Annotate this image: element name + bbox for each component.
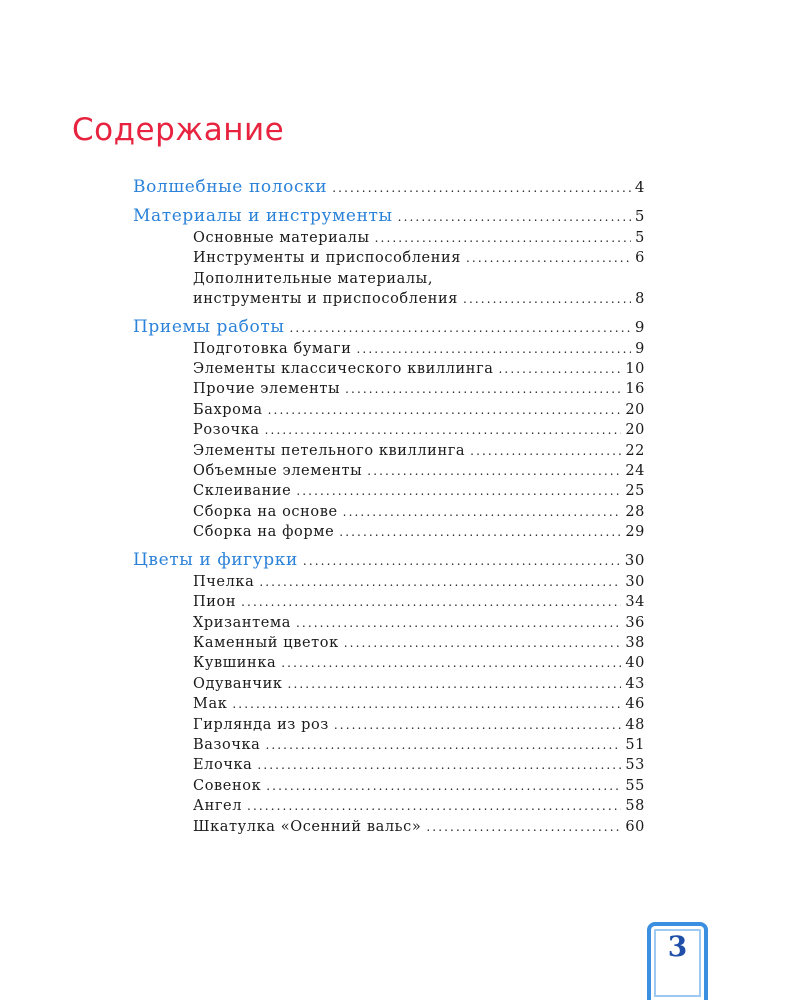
toc-entry-page: 55 xyxy=(625,777,645,794)
toc-entry xyxy=(133,674,645,694)
toc-entry xyxy=(133,694,645,714)
dot-leader xyxy=(265,420,622,440)
toc-entry-label: Приемы работы xyxy=(133,316,285,337)
toc-entry-page: 5 xyxy=(634,207,645,225)
dot-leader xyxy=(344,633,622,653)
dot-leader xyxy=(367,461,621,481)
toc-entry xyxy=(133,359,645,379)
toc-entry-page: 16 xyxy=(625,381,645,398)
toc-entry-page: 9 xyxy=(634,317,645,336)
toc-entry-page: 34 xyxy=(625,594,645,611)
toc-entry-label: Основные материалы xyxy=(193,230,370,246)
toc-entry-label: Пион xyxy=(193,594,237,611)
toc-entry xyxy=(133,522,645,542)
toc-entry-label: Ангел xyxy=(193,798,243,815)
toc-entry xyxy=(133,735,645,755)
dot-leader xyxy=(232,694,621,714)
toc-entry xyxy=(133,715,645,735)
toc-entry-label: Сборка на форме xyxy=(193,524,335,541)
toc-section xyxy=(133,549,645,572)
dot-leader xyxy=(375,228,632,248)
toc-entry xyxy=(133,633,645,653)
toc-entry-page: 20 xyxy=(625,401,645,418)
toc-entry xyxy=(133,481,645,501)
dot-leader xyxy=(259,572,621,592)
toc-entry xyxy=(133,420,645,440)
toc-entry xyxy=(133,228,645,248)
dot-leader xyxy=(281,653,621,673)
toc-entry-label: Волшебные полоски xyxy=(133,177,328,197)
toc-entry-page: 51 xyxy=(625,736,645,753)
table-of-contents xyxy=(133,176,645,837)
toc-entry-label: Материалы и инструменты xyxy=(133,206,393,226)
toc-entry xyxy=(133,613,645,633)
toc-entry xyxy=(133,776,645,796)
toc-entry-label: Мак xyxy=(193,696,228,713)
toc-entry-label: инструменты и приспособления xyxy=(193,291,459,308)
toc-entry-page: 48 xyxy=(625,716,645,733)
toc-entry-page: 36 xyxy=(625,614,645,631)
toc-entry xyxy=(133,755,645,775)
dot-leader xyxy=(357,339,632,359)
toc-entry-page: 30 xyxy=(625,573,645,590)
toc-entry xyxy=(133,592,645,612)
toc-entry-page: 29 xyxy=(625,524,645,541)
toc-entry xyxy=(133,796,645,816)
toc-entry-label: Элементы петельного квиллинга xyxy=(193,442,466,459)
toc-entry-page: 8 xyxy=(635,291,645,308)
toc-entry-label: Хризантема xyxy=(193,614,292,631)
toc-entry-label: Вазочка xyxy=(193,736,261,753)
toc-entry-label: Одуванчик xyxy=(193,675,283,692)
toc-entry-page: 6 xyxy=(635,250,645,267)
toc-entry-page: 43 xyxy=(625,675,645,692)
dot-leader xyxy=(288,674,622,694)
toc-entry-label: Цветы и фигурки xyxy=(133,549,298,570)
toc-entry-label: Склеивание xyxy=(193,483,292,500)
dot-leader xyxy=(499,359,622,379)
toc-entry-page: 25 xyxy=(625,483,645,500)
toc-entry-page: 9 xyxy=(635,340,645,357)
toc-section xyxy=(133,316,645,339)
toc-entry-page: 58 xyxy=(625,798,645,815)
toc-entry-label: Кувшинка xyxy=(193,655,277,672)
toc-entry xyxy=(133,653,645,673)
toc-entry xyxy=(133,289,645,309)
toc-entry-line xyxy=(133,269,645,289)
dot-leader xyxy=(241,592,621,612)
toc-entry xyxy=(133,441,645,461)
toc-entry xyxy=(133,339,645,359)
toc-section xyxy=(133,205,645,228)
dot-leader xyxy=(268,400,622,420)
dot-leader xyxy=(296,481,621,501)
toc-entry-label: Пчелка xyxy=(193,573,255,590)
dot-leader xyxy=(339,522,621,542)
toc-entry xyxy=(133,817,645,837)
dot-leader xyxy=(343,502,622,522)
toc-entry-label: Гирлянда из роз xyxy=(193,716,329,733)
toc-entry-page: 5 xyxy=(635,230,645,246)
toc-entry-label: Сборка на основе xyxy=(193,503,338,520)
toc-entry-page: 10 xyxy=(625,361,645,378)
toc-entry xyxy=(133,461,645,481)
dot-leader xyxy=(426,817,621,837)
toc-entry-label: Каменный цветок xyxy=(193,634,339,651)
toc-entry xyxy=(133,572,645,592)
toc-entry-label: Елочка xyxy=(193,757,253,774)
dot-leader xyxy=(289,317,630,339)
dot-leader xyxy=(398,206,631,228)
toc-entry-label: Бахрома xyxy=(193,401,263,418)
toc-entry-page: 22 xyxy=(625,442,645,459)
page-number-badge xyxy=(647,922,708,1000)
dot-leader xyxy=(470,441,621,461)
toc-entry-label: Шкатулка «Осенний вальс» xyxy=(193,818,422,835)
dot-leader xyxy=(247,796,621,816)
dot-leader xyxy=(466,248,631,268)
toc-entry xyxy=(133,248,645,268)
toc-entry xyxy=(133,502,645,522)
page-number: 3 xyxy=(667,930,688,963)
toc-entry-label: Дополнительные материалы, xyxy=(193,270,434,287)
toc-entry-label: Инструменты и приспособления xyxy=(193,250,462,267)
toc-entry-label: Совенок xyxy=(193,777,262,794)
toc-section xyxy=(133,176,645,199)
dot-leader xyxy=(334,715,621,735)
toc-entry-page: 28 xyxy=(625,503,645,520)
toc-entry-page: 4 xyxy=(634,178,645,196)
toc-entry-page: 46 xyxy=(625,696,645,713)
toc-entry-label: Элементы классического квиллинга xyxy=(193,361,494,378)
toc-entry-label: Подготовка бумаги xyxy=(193,340,352,357)
toc-entry-page: 53 xyxy=(625,757,645,774)
dot-leader xyxy=(303,550,621,572)
dot-leader xyxy=(345,379,621,399)
toc-entry-label: Прочие элементы xyxy=(193,381,341,398)
toc-entry-page: 20 xyxy=(625,422,645,439)
dot-leader xyxy=(296,613,621,633)
toc-entry-page: 40 xyxy=(625,655,645,672)
dot-leader xyxy=(332,177,631,199)
toc-entry xyxy=(133,379,645,399)
toc-entry-page: 38 xyxy=(625,634,645,651)
toc-entry-label: Розочка xyxy=(193,422,260,439)
toc-entry-label: Объемные элементы xyxy=(193,463,363,480)
dot-leader xyxy=(265,735,621,755)
dot-leader xyxy=(257,755,621,775)
toc-entry-page: 60 xyxy=(625,818,645,835)
dot-leader xyxy=(463,289,631,309)
toc-entry-page: 30 xyxy=(624,550,645,569)
toc-entry-page: 24 xyxy=(625,463,645,480)
page-title: Содержание xyxy=(72,112,285,148)
dot-leader xyxy=(266,776,621,796)
toc-entry xyxy=(133,400,645,420)
